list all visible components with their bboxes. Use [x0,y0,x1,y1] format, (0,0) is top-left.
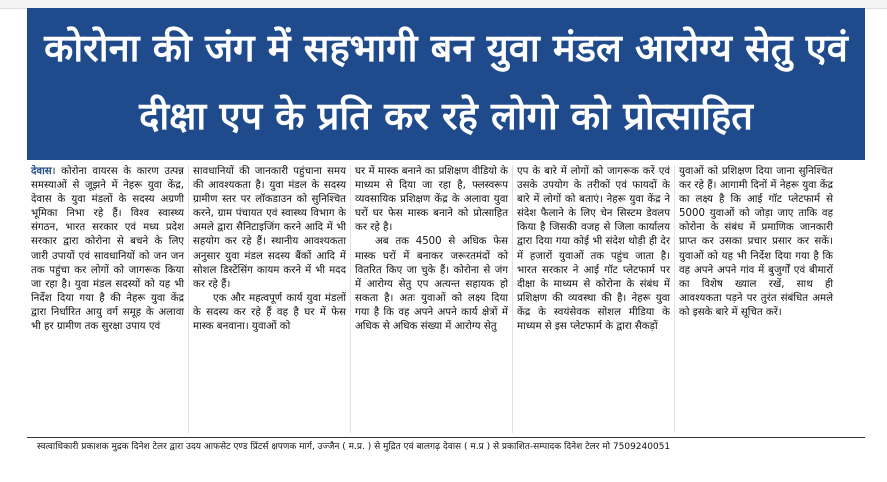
article-column-3 [351,165,513,433]
imprint-footer: स्वत्वाधिकारी प्रकाशक मुद्रक दिनेश टेलर द्वारा उदय आफसेट एण्ड प्रिंटर्स क्षपणक मार्ग, उज्जैन ( म.प्र. ) से मुद्रित एवं बालगढ़ देवास ( म.प्र ) से प्रकाशित-सम्पादक दिनेश टेलर मो 7509240051 [27,437,865,455]
page-bottom-margin [0,456,887,482]
article-column-2 [189,165,351,433]
article-paragraph: अब तक 4500 से अधिक फेस मास्क घरों में बनाकर जरूरतमंदों को वितरित किए जा चुके हैं। कोरोना से जंग में आरोग्य सेतु एप अत्यन्त सहायक हो सकता है। अतः युवाओं को लक्ष्य दिया गया है कि वह अपने अपने कार्य क्षेत्रों में अधिक से अधिक संख्या में आरोग्य सेतु [355,236,508,333]
article-body [27,165,865,433]
headline-banner [27,8,865,160]
headline-line-2: दीक्षा एप के प्रति कर रहे लोगो को प्रोत्साहित [139,94,753,138]
dateline: देवास [31,166,52,177]
headline-line-1: कोरोना की जंग में सहभागी बन युवा मंडल आरोग्य सेतु एवं [44,26,848,70]
article-paragraph: एप के बारे में लोगों को जागरूक करें एवं उसके उपयोग के तरीकों एवं फायदों के बारे में लोगों को बताएं। नेहरू युवा केंद्र ने संदेश फैलाने के लिए चेन सिस्टम डेवलप किया है जिसकी वजह से जिला कार्यालय द्वारा दिया गया कोई भी संदेश थोड़ी ही देर में हजारों युवाओं तक पहुंच जाता है। भारत सरकार ने आई गॉट प्लेटफार्म पर दीक्षा के माध्यम से कोरोना के संबंध में प्रशिक्षण की व्यवस्था की है। नेहरू युवा केंद्र के स्वयंसेवक सोशल मीडिया के माध्यम से इस प्लेटफार्म के द्वारा सैकड़ों [517,166,670,333]
article-column-4 [513,165,675,433]
article-paragraph: एक और महत्वपूर्ण कार्य युवा मंडलों के सदस्य कर रहे हैं वह है घर में फेस मास्क बनवाना। युवाओं को [193,292,346,333]
article-paragraph [31,165,184,334]
paragraph-text: । कोरोना वायरस के कारण उत्पन्न समस्याओं से जूझने में नेहरू युवा केंद्र, देवास के युवा मंडलों के सदस्य अग्रणी भूमिका निभा रहे हैं। विश्व स्वास्थ्य संगठन, भारत सरकार एवं मध्य प्रदेश सरकार द्वारा कोरोना से बचने के लिए जारी उपायों एवं सावधानियों को जन जन तक पहुंचा कर लोगों को जागरूक किया जा रहा है। युवा मंडल सदस्यों को यह भी निर्देश दिया गया है की नेहरू युवा केंद्र द्वारा निर्धारित आयु वर्ग समूह के अलावा भी हर ग्रामीण तक सुरक्षा उपाय एवं [31,166,184,333]
article-paragraph: युवाओं को प्रशिक्षण दिया जाना सुनिश्चित कर रहे हैं। आगामी दिनों में नेहरू युवा केंद्र का लक्ष्य है कि आई गॉट प्लेटफार्म से 5000 युवाओं को जोड़ा जाए ताकि वह कोरोना के संबंध में प्रमाणिक जानकारी प्राप्त कर उसका प्रचार प्रसार कर सकें। युवाओं को यह भी निर्देश दिया गया है कि वह अपने अपने गांव में बुजुर्गों एवं बीमारों का विशेष ख्याल रखें, साथ ही आवश्यकता पड़ने पर तुरंत संबंधित अमले को इसके बारे में सूचित करें। [679,166,833,318]
article-column-5 [675,165,837,433]
article-paragraph: सावधानियों की जानकारी पहुंचाना समय की आवश्यकता है। युवा मंडल के सदस्य ग्रामीण स्तर पर लॉकडाउन को सुनिश्चित करने, ग्राम पंचायत एवं स्वास्थ्य विभाग के अमले द्वारा सैनिटाइजिंग करने आदि में भी सहयोग कर रहे हैं। स्थानीय आवश्यकता अनुसार युवा मंडल सदस्य बैंकों आदि में सोशल डिस्टेंसिंग कायम करने में भी मदद कर रहे हैं। [193,166,346,290]
article-column-1 [27,165,189,433]
article-paragraph: घर में मास्क बनाने का प्रशिक्षण वीडियो के माध्यम से दिया जा रहा है, फ्लस्वरूप व्यवसायिक प्रशिक्षण केंद्र के अलावा युवा घरों घर फेस मास्क बनाने को प्रोत्साहित कर रहे है। [355,166,508,234]
